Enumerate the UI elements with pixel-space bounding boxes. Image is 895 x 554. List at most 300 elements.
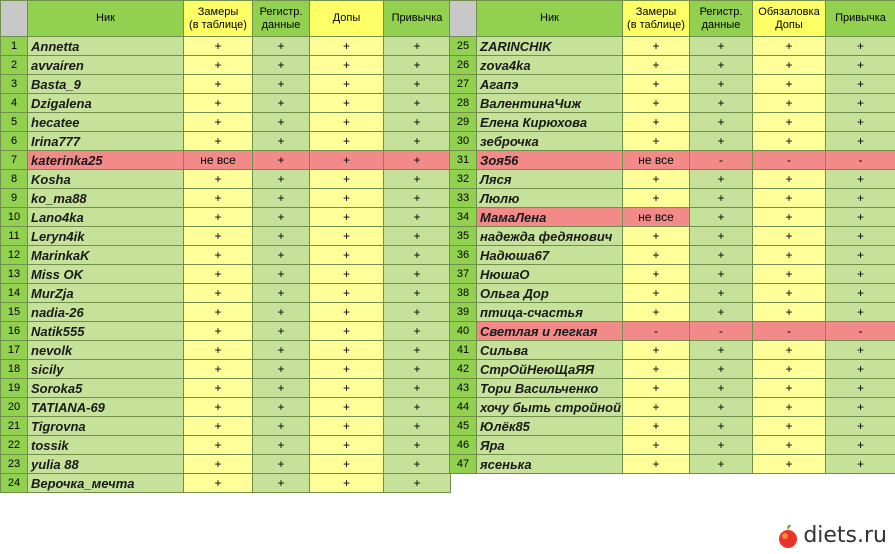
nick-cell: Tigrovna	[28, 417, 184, 436]
mark-cell: +	[253, 436, 310, 455]
mark-cell: +	[826, 113, 895, 132]
table-row	[450, 94, 895, 113]
mark-cell: +	[690, 208, 753, 227]
nick-cell: хочу быть стройной	[477, 398, 623, 417]
row-number: 31	[450, 151, 477, 170]
mark-cell: +	[690, 436, 753, 455]
mark-cell: +	[623, 379, 690, 398]
nick-cell: Сильва	[477, 341, 623, 360]
mark-cell: +	[184, 265, 253, 284]
table-row	[1, 436, 451, 455]
table-row	[1, 208, 451, 227]
table-row	[450, 436, 895, 455]
nick-cell: ZARINCHIK	[477, 37, 623, 56]
mark-cell: +	[184, 398, 253, 417]
mark-cell: +	[753, 360, 826, 379]
nick-cell: птица-счастья	[477, 303, 623, 322]
nick-cell: Annetta	[28, 37, 184, 56]
row-number: 29	[450, 113, 477, 132]
mark-cell: +	[826, 170, 895, 189]
table-row	[1, 246, 451, 265]
mark-cell: +	[310, 474, 384, 493]
mark-cell: +	[690, 417, 753, 436]
mark-cell: +	[384, 379, 451, 398]
mark-cell: +	[310, 189, 384, 208]
table-row	[450, 56, 895, 75]
mark-cell: +	[253, 37, 310, 56]
mark-cell: +	[690, 246, 753, 265]
mark-cell: +	[310, 208, 384, 227]
nick-cell: надежда федянович	[477, 227, 623, 246]
header-privychka: Привычка	[826, 1, 895, 37]
mark-cell: +	[184, 170, 253, 189]
mark-cell: +	[623, 56, 690, 75]
mark-cell: +	[253, 322, 310, 341]
mark-cell: +	[753, 303, 826, 322]
mark-cell: +	[310, 417, 384, 436]
mark-cell: +	[310, 284, 384, 303]
table-row	[450, 265, 895, 284]
table-row	[1, 37, 451, 56]
mark-cell: +	[184, 75, 253, 94]
table-row	[1, 474, 451, 493]
table-row	[1, 322, 451, 341]
mark-cell: +	[253, 113, 310, 132]
table-row	[450, 455, 895, 474]
mark-cell: +	[384, 37, 451, 56]
mark-cell: +	[384, 265, 451, 284]
nick-cell: MurZja	[28, 284, 184, 303]
mark-cell: +	[253, 170, 310, 189]
row-number: 43	[450, 379, 477, 398]
row-number: 44	[450, 398, 477, 417]
mark-cell: +	[753, 37, 826, 56]
mark-cell: +	[826, 246, 895, 265]
right-table	[449, 0, 895, 474]
mark-cell: +	[753, 94, 826, 113]
mark-cell: +	[826, 303, 895, 322]
mark-cell: -	[753, 322, 826, 341]
left-header-row	[1, 1, 451, 37]
mark-cell: +	[253, 417, 310, 436]
mark-cell: +	[184, 284, 253, 303]
mark-cell: +	[753, 341, 826, 360]
mark-cell: +	[184, 379, 253, 398]
mark-cell: +	[690, 341, 753, 360]
mark-cell: +	[623, 303, 690, 322]
nick-cell: Natik555	[28, 322, 184, 341]
row-number: 42	[450, 360, 477, 379]
table-row	[1, 455, 451, 474]
mark-cell: +	[753, 417, 826, 436]
table-row	[1, 56, 451, 75]
mark-cell: +	[623, 37, 690, 56]
right-header-row	[450, 1, 895, 37]
mark-cell: +	[384, 56, 451, 75]
mark-cell: +	[690, 398, 753, 417]
mark-cell: +	[826, 417, 895, 436]
mark-cell: +	[253, 265, 310, 284]
row-number: 5	[1, 113, 28, 132]
table-row	[450, 246, 895, 265]
mark-cell: +	[623, 265, 690, 284]
nick-cell: Ляся	[477, 170, 623, 189]
table-row	[1, 284, 451, 303]
mark-cell: +	[826, 379, 895, 398]
row-number: 11	[1, 227, 28, 246]
table-row	[450, 360, 895, 379]
mark-cell: +	[310, 436, 384, 455]
mark-cell: +	[310, 455, 384, 474]
mark-cell: +	[310, 37, 384, 56]
row-number: 8	[1, 170, 28, 189]
table-row	[1, 303, 451, 322]
table-row	[450, 208, 895, 227]
header-privychka: Привычка	[384, 1, 451, 37]
mark-cell: +	[826, 284, 895, 303]
mark-cell: +	[826, 227, 895, 246]
mark-cell: +	[253, 75, 310, 94]
nick-cell: Тори Васильченко	[477, 379, 623, 398]
mark-cell: +	[310, 94, 384, 113]
mark-cell: +	[753, 246, 826, 265]
mark-cell: +	[253, 151, 310, 170]
mark-cell: +	[753, 284, 826, 303]
nick-cell: Basta_9	[28, 75, 184, 94]
nick-cell: MarinkaK	[28, 246, 184, 265]
mark-cell: +	[310, 360, 384, 379]
nick-cell: Верочка_мечта	[28, 474, 184, 493]
row-number: 20	[1, 398, 28, 417]
mark-cell: +	[384, 75, 451, 94]
mark-cell: +	[690, 75, 753, 94]
row-number: 22	[1, 436, 28, 455]
row-number: 26	[450, 56, 477, 75]
nick-cell: TATIANA-69	[28, 398, 184, 417]
mark-cell: +	[310, 265, 384, 284]
mark-cell: +	[253, 246, 310, 265]
table-row	[450, 227, 895, 246]
mark-cell: +	[184, 37, 253, 56]
row-number: 12	[1, 246, 28, 265]
mark-cell: +	[690, 455, 753, 474]
nick-cell: ясенька	[477, 455, 623, 474]
mark-cell: +	[310, 227, 384, 246]
table-row	[1, 379, 451, 398]
mark-cell: +	[753, 113, 826, 132]
mark-cell: +	[384, 132, 451, 151]
mark-cell: +	[184, 56, 253, 75]
row-number: 39	[450, 303, 477, 322]
mark-cell: +	[623, 436, 690, 455]
row-number: 34	[450, 208, 477, 227]
mark-cell: +	[826, 455, 895, 474]
header-zamery-line2: (в таблице)	[627, 18, 685, 31]
mark-cell: +	[253, 94, 310, 113]
mark-cell: +	[384, 360, 451, 379]
mark-cell: +	[384, 94, 451, 113]
row-number: 37	[450, 265, 477, 284]
row-number: 21	[1, 417, 28, 436]
mark-cell: +	[253, 56, 310, 75]
table-row	[450, 322, 895, 341]
mark-cell: +	[826, 132, 895, 151]
table-row	[1, 265, 451, 284]
table-row	[450, 170, 895, 189]
table-row	[1, 132, 451, 151]
header-obyaz-line2: Допы	[775, 18, 803, 31]
mark-cell: +	[384, 113, 451, 132]
mark-cell: +	[623, 75, 690, 94]
mark-cell: +	[623, 284, 690, 303]
mark-cell: +	[623, 246, 690, 265]
mark-cell: +	[384, 208, 451, 227]
header-reg-line2: данные	[701, 18, 741, 31]
table-row	[450, 379, 895, 398]
mark-cell: +	[384, 436, 451, 455]
row-number: 16	[1, 322, 28, 341]
mark-cell: +	[384, 151, 451, 170]
header-zamery-line1: Замеры	[635, 5, 677, 18]
mark-cell: +	[310, 398, 384, 417]
mark-cell: +	[826, 360, 895, 379]
nick-cell: nadia-26	[28, 303, 184, 322]
header-nick: Ник	[28, 1, 184, 37]
mark-cell: +	[623, 94, 690, 113]
mark-cell: +	[184, 208, 253, 227]
nick-cell: avvairen	[28, 56, 184, 75]
row-number: 2	[1, 56, 28, 75]
mark-cell: +	[384, 417, 451, 436]
mark-cell: +	[826, 436, 895, 455]
mark-cell: +	[690, 265, 753, 284]
mark-cell: +	[253, 360, 310, 379]
table-row	[1, 113, 451, 132]
table-row	[450, 189, 895, 208]
mark-cell: +	[826, 56, 895, 75]
header-nick: Ник	[477, 1, 623, 37]
nick-cell: zova4ka	[477, 56, 623, 75]
table-row	[450, 113, 895, 132]
row-number: 13	[1, 265, 28, 284]
mark-cell: +	[753, 436, 826, 455]
mark-cell: +	[690, 303, 753, 322]
mark-cell: +	[753, 56, 826, 75]
header-obyaz-line1: Обязаловка	[758, 5, 820, 18]
mark-cell: +	[623, 113, 690, 132]
row-number: 3	[1, 75, 28, 94]
table-row	[1, 360, 451, 379]
mark-cell: +	[753, 132, 826, 151]
mark-cell: +	[826, 265, 895, 284]
row-number: 17	[1, 341, 28, 360]
header-zamery	[623, 1, 690, 37]
mark-cell: +	[826, 341, 895, 360]
mark-cell: +	[623, 398, 690, 417]
nick-cell: ВалентинаЧиж	[477, 94, 623, 113]
table-row	[450, 303, 895, 322]
nick-cell: Ольга Дор	[477, 284, 623, 303]
mark-cell: +	[253, 379, 310, 398]
header-reg-line2: данные	[261, 18, 301, 31]
mark-cell: +	[184, 246, 253, 265]
mark-cell: +	[253, 284, 310, 303]
mark-cell: +	[384, 246, 451, 265]
mark-cell: +	[310, 151, 384, 170]
mark-cell: +	[623, 189, 690, 208]
logo-text: diets.ru	[803, 523, 887, 548]
mark-cell: +	[184, 132, 253, 151]
mark-cell: +	[753, 208, 826, 227]
mark-cell: +	[310, 341, 384, 360]
row-number: 9	[1, 189, 28, 208]
mark-cell: +	[753, 379, 826, 398]
mark-cell: +	[253, 303, 310, 322]
row-number: 45	[450, 417, 477, 436]
mark-cell: +	[623, 132, 690, 151]
mark-cell: +	[253, 455, 310, 474]
mark-cell: не все	[623, 151, 690, 170]
row-number: 10	[1, 208, 28, 227]
mark-cell: +	[184, 474, 253, 493]
header-num	[450, 1, 477, 37]
table-row	[1, 75, 451, 94]
mark-cell: +	[384, 170, 451, 189]
table-row	[1, 189, 451, 208]
row-number: 30	[450, 132, 477, 151]
mark-cell: +	[384, 322, 451, 341]
nick-cell: Зоя56	[477, 151, 623, 170]
mark-cell: +	[253, 474, 310, 493]
nick-cell: hecatee	[28, 113, 184, 132]
mark-cell: +	[253, 132, 310, 151]
mark-cell: +	[690, 379, 753, 398]
table-row	[450, 37, 895, 56]
mark-cell: -	[690, 151, 753, 170]
header-reg-line1: Регистр.	[699, 5, 743, 18]
nick-cell: Елена Кирюхова	[477, 113, 623, 132]
nick-cell: Kosha	[28, 170, 184, 189]
row-number: 4	[1, 94, 28, 113]
mark-cell: +	[310, 75, 384, 94]
mark-cell: +	[690, 37, 753, 56]
mark-cell: не все	[184, 151, 253, 170]
mark-cell: +	[384, 227, 451, 246]
mark-cell: +	[690, 56, 753, 75]
mark-cell: -	[623, 322, 690, 341]
header-num	[1, 1, 28, 37]
row-number: 38	[450, 284, 477, 303]
row-number: 40	[450, 322, 477, 341]
mark-cell: +	[310, 379, 384, 398]
mark-cell: +	[384, 189, 451, 208]
mark-cell: +	[384, 284, 451, 303]
table-row	[1, 170, 451, 189]
row-number: 32	[450, 170, 477, 189]
mark-cell: +	[623, 417, 690, 436]
nick-cell: Lano4ka	[28, 208, 184, 227]
mark-cell: +	[690, 360, 753, 379]
table-row	[450, 75, 895, 94]
mark-cell: +	[184, 417, 253, 436]
mark-cell: +	[253, 398, 310, 417]
nick-cell: Leryn4ik	[28, 227, 184, 246]
nick-cell: katerinka25	[28, 151, 184, 170]
mark-cell: +	[384, 474, 451, 493]
left-table	[0, 0, 451, 493]
mark-cell: +	[184, 360, 253, 379]
mark-cell: +	[690, 132, 753, 151]
mark-cell: +	[826, 398, 895, 417]
mark-cell: +	[310, 322, 384, 341]
header-zamery-line1: Замеры	[197, 5, 239, 18]
nick-cell: Светлая и легкая	[477, 322, 623, 341]
row-number: 25	[450, 37, 477, 56]
site-logo[interactable]	[777, 523, 887, 548]
mark-cell: +	[184, 227, 253, 246]
table-row	[1, 417, 451, 436]
nick-cell: Надюша67	[477, 246, 623, 265]
mark-cell: +	[184, 189, 253, 208]
nick-cell: Soroka5	[28, 379, 184, 398]
table-row	[1, 398, 451, 417]
table-row	[450, 151, 895, 170]
table-row	[450, 398, 895, 417]
mark-cell: +	[690, 94, 753, 113]
nick-cell: СтрОйНеюЩаЯЯ	[477, 360, 623, 379]
mark-cell: +	[690, 284, 753, 303]
mark-cell: +	[184, 341, 253, 360]
row-number: 33	[450, 189, 477, 208]
table-row	[1, 94, 451, 113]
nick-cell: Irina777	[28, 132, 184, 151]
table-row	[450, 417, 895, 436]
table-row	[1, 341, 451, 360]
mark-cell: -	[690, 322, 753, 341]
nick-cell: Люлю	[477, 189, 623, 208]
header-zamery-line2: (в таблице)	[189, 18, 247, 31]
mark-cell: +	[253, 208, 310, 227]
nick-cell: Юлёк85	[477, 417, 623, 436]
row-number: 46	[450, 436, 477, 455]
row-number: 19	[1, 379, 28, 398]
nick-cell: зеброчка	[477, 132, 623, 151]
header-dopy: Допы	[310, 1, 384, 37]
header-reg	[253, 1, 310, 37]
mark-cell: +	[384, 303, 451, 322]
mark-cell: +	[690, 227, 753, 246]
row-number: 24	[1, 474, 28, 493]
mark-cell: +	[690, 170, 753, 189]
mark-cell: +	[253, 227, 310, 246]
mark-cell: +	[310, 56, 384, 75]
row-number: 18	[1, 360, 28, 379]
row-number: 15	[1, 303, 28, 322]
nick-cell: yulia 88	[28, 455, 184, 474]
mark-cell: +	[384, 398, 451, 417]
mark-cell: +	[826, 208, 895, 227]
mark-cell: +	[753, 75, 826, 94]
mark-cell: +	[753, 455, 826, 474]
table-row	[450, 284, 895, 303]
mark-cell: +	[690, 113, 753, 132]
mark-cell: +	[384, 455, 451, 474]
nick-cell: ko_ma88	[28, 189, 184, 208]
mark-cell: +	[623, 360, 690, 379]
row-number: 7	[1, 151, 28, 170]
header-reg	[690, 1, 753, 37]
table-row	[450, 132, 895, 151]
